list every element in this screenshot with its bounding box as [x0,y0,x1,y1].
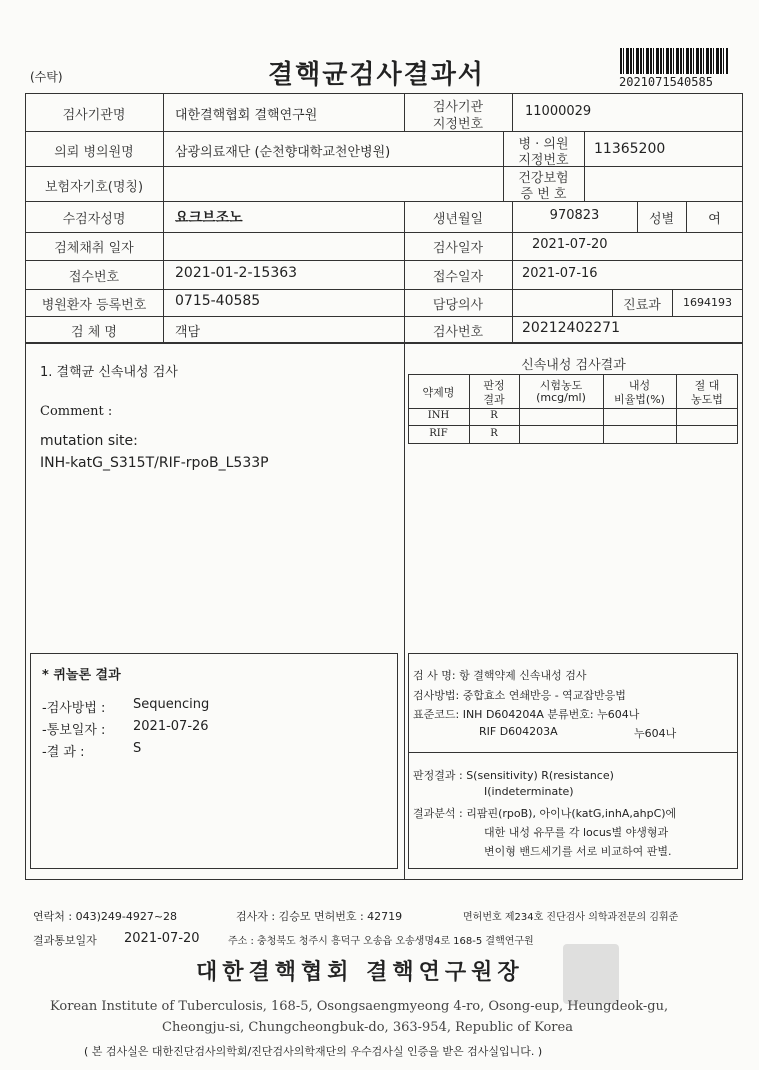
patient-label: 수검자성명 [62,212,126,227]
certification-note: ( 본 검사실은 대한진단검사의학회/진단검사의학재단의 우수검사실 인증을 받은 검사실입니다. ) [84,1045,543,1058]
report-page: (수탁) 결핵균검사결과서 2021071540585 검사기관명 대한결핵협회 결핵연구원 검사기관 지정번호 11000029 의뢰 병의원명 삼광의료재단 (순천향대학교천안병원) 병 · 의원 지정번호 11365200 보험자기호(명칭) 건강보험 증 번 호 수검자성명 요크브조노 생년월일 970823 성별 여 검체채취 일자 검사일자 2021-07-20 접수번호 2021-01-2-15363 접수일자 2021-07-16 병원환자 등록번호 0715-40585 담당의사 진료과 1694193 검 체 명 객담 검사번호 20212402271 1. 결핵균 신속내성 검사 Comment : mutation site: INH-katG_S315T/RIF-rpoB_L533P 신속내성 검사결과 약제명 판정 결과 시험농도 (mcg/ml) 내성 비율법(%) 절 대 농도법 INH R RIF R * 퀴놀론 결과 -검사방법 : Sequencing -통보일자 : 2021-07-26 -결 과 : S 검 사 명: 항 결핵약제 신속내성 검사 검사방법: 중합효소 연쇄반응 - 역교잡반응법 표준코드: INH D604204A 분류번호: 누604나 RIF D604203A 누604나 판정결과 : S(sensitivity) R(resistance) I(indeterminate) 결과분석 : 리팜핀(rpoB), 아이나(katG,inhA,ahpC)에 대한 내성 유무를 각 locus별 야생형과 변이형 밴드세기를 서로 비교하여 판별. 연락처 : 043)249-4927~28 검사자 : 김승모 면허번호 : 42719 면허번호 제234호 진단검사 의학과전문의 김휘준 결과통보일자 2021-07-20 주소 : 충청북도 청주시 흥덕구 오송읍 오송생명4로 168-5 결핵연구원 대한결핵협회 결핵연구원장 Korean Institute of Tuberculosis, 168-5, Osongsaengmyeong 4-ro, Osong-eup, Heungdeok-gu, Cheongju-si, Chungcheongbuk-do, 363-954, Republic of Korea ( 본 검사실은 대한진단검사의학회/진단검사의학재단의 우수검사실 인증을 받은 검사실입니다. ) [0,0,759,1070]
doctor-label: 담당의사 [432,298,484,313]
test-method-line: 검사방법: 중합효소 연쇄반응 - 역교잡반응법 [413,689,626,702]
health-label: 건강보험 [518,171,569,186]
notify-value: 2021-07-26 [133,719,209,734]
inst-code-value: 11000029 [525,104,592,119]
judge-line: 판정결과 : S(sensitivity) R(resistance) [413,769,614,782]
seal-stamp [563,944,619,1004]
dept-label: 진료과 [623,298,661,313]
sex-value: 여 [708,212,721,227]
english-address-1: Korean Institute of Tuberculosis, 168-5, Osongsaengmyeong 4-ro, Osong-eup, Heungdeok-gu, [50,999,669,1014]
insurer-label: 보험자기호(명칭) [44,180,144,195]
inst-label: 검사기관명 [62,108,126,123]
mutation-value: INH-katG_S315T/RIF-rpoB_L533P [40,455,269,471]
receipt-date-label: 접수일자 [432,270,484,285]
english-address-2: Cheongju-si, Chungcheongbuk-do, 363-954, Republic of Korea [162,1020,573,1035]
analysis-line-3: 변이형 밴드세기를 서로 비교하여 판별. [484,845,672,858]
test-name-line: 검 사 명: 항 결핵약제 신속내성 검사 [413,669,587,682]
standard-code-line-2: RIF D604203A [479,725,558,738]
header-drug: 약제명 [422,386,455,399]
standard-code-line: 표준코드: INH D604204A 분류번호: 누604나 [413,708,640,721]
notify-label: -통보일자 : [42,723,106,738]
judge-line-2: I(indeterminate) [484,785,574,798]
notify-date: 2021-07-20 [124,931,200,946]
receipt-date-value: 2021-07-16 [522,266,598,281]
header-abs: 절 대 [694,379,720,392]
inspector: 검사자 : 김승모 면허번호 : 42719 [236,910,403,923]
inst-code-label: 검사기관 [432,100,484,115]
address: 주소 : 충청북도 청주시 흥덕구 오송읍 오송생명4로 168-5 결핵연구원 [228,936,534,947]
req-hosp-label: 의뢰 병의원명 [54,145,134,160]
hosp-code-label: 병 · 의원 [518,137,569,152]
test-no-label: 검사번호 [432,325,484,340]
table-row: INH [427,410,450,421]
reg-no-value: 0715-40585 [175,293,261,309]
barcode-number: 2021071540585 [619,75,713,89]
birth-value: 970823 [549,208,600,223]
method-label: -검사방법 : [42,701,106,716]
header-ratio: 내성 [628,379,651,392]
notify-date-label: 결과통보일자 [33,934,97,947]
result-value: S [133,741,142,756]
specimen-label: 검 체 명 [71,325,117,340]
dept-value: 1694193 [683,296,732,309]
test-date-value: 2021-07-20 [532,237,608,252]
birth-label: 생년월일 [432,212,484,227]
header-result: 판정 [483,379,505,392]
inst-value: 대한결핵협회 결핵연구원 [175,108,318,123]
class-code-2: 누604나 [634,727,677,740]
specimen-value: 객담 [175,325,201,340]
mutation-label: mutation site: [40,433,138,449]
analysis-line: 결과분석 : 리팜핀(rpoB), 아이나(katG,inhA,ahpC)에 [413,807,677,820]
report-title: 결핵균검사결과서 [268,60,485,90]
comment-label: Comment : [40,404,113,419]
receipt-no-value: 2021-01-2-15363 [175,265,298,281]
test-date-label: 검사일자 [432,241,484,256]
result-table-title: 신속내성 검사결과 [521,358,626,373]
reg-no-label: 병원환자 등록번호 [41,298,147,313]
quinolone-title: * 퀴놀론 결과 [42,668,121,683]
test-no-value: 20212402271 [522,320,620,336]
hosp-code-value: 11365200 [594,141,666,157]
barcode-icon [620,48,728,74]
req-hosp-value: 삼광의료재단 (순천향대학교천안병원) [175,145,391,160]
sex-label: 성별 [648,212,675,227]
copy-label: (수탁) [30,70,63,84]
analysis-line-2: 대한 내성 유무를 각 locus별 야생형과 [484,826,669,839]
method-value: Sequencing [133,697,210,712]
license: 면허번호 제234호 진단검사 의학과전문의 김휘준 [463,912,679,923]
contact: 연락처 : 043)249-4927~28 [33,910,178,923]
org-name: 대한결핵협회 결핵연구원장 [196,960,524,985]
collect-label: 검체채취 일자 [54,241,134,256]
result-label: -결 과 : [42,745,85,760]
header-conc: 시험농도 [539,379,583,392]
patient-value: 요크브조노 [175,210,243,226]
receipt-no-label: 접수번호 [68,270,120,285]
section-title: 1. 결핵균 신속내성 검사 [40,365,178,380]
table-row: RIF [429,428,448,439]
quinolone-box [30,653,398,869]
